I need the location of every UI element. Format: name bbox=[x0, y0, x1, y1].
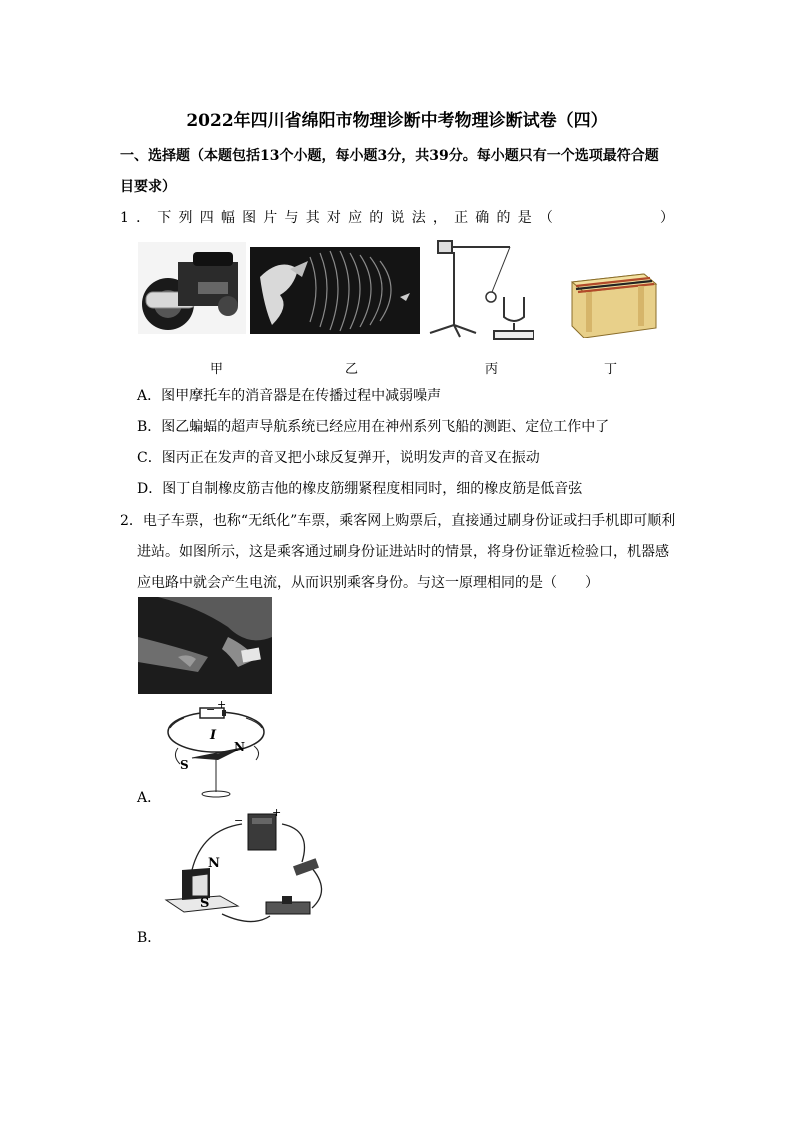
caption-ding: 丁 bbox=[604, 362, 618, 377]
q2-stem-line1: 2．电子车票，也称“无纸化”车票，乘客网上购票后，直接通过刷身份证或扫手机即可顺利 bbox=[120, 513, 676, 529]
section-heading-line2: 目要求） bbox=[120, 179, 176, 195]
caption-bing: 丙 bbox=[485, 362, 499, 377]
q1-paren-close: ） bbox=[660, 210, 674, 226]
caption-jia: 甲 bbox=[210, 362, 224, 377]
north-pole-label: N bbox=[234, 740, 245, 754]
north-pole-label: N bbox=[208, 856, 220, 871]
q1-option-c: C．图丙正在发声的音叉把小球反复弹开，说明发声的音叉在振动 bbox=[137, 450, 540, 466]
battery-plus: + bbox=[272, 806, 282, 819]
q1-option-b: B．图乙蝙蝠的超声导航系统已经应用在神州系列飞船的测距、定位工作中了 bbox=[137, 419, 610, 435]
section-heading-line1: 一、选择题（本题包括13个小题，每小题3分，共39分。每小题只有一个选项最符合题 bbox=[120, 148, 659, 164]
q1-stem: 1．下列四幅图片与其对应的说法，正确的是（ bbox=[120, 210, 561, 226]
battery-minus: − bbox=[234, 814, 244, 827]
caption-yi: 乙 bbox=[345, 362, 359, 377]
page-title: 2022年四川省绵阳市物理诊断中考物理诊断试卷（四） bbox=[186, 111, 608, 131]
q2-option-b-label: B． bbox=[137, 930, 162, 946]
q2-option-a-label: A． bbox=[137, 790, 162, 806]
q1-option-a: A．图甲摩托车的消音器是在传播过程中减弱噪声 bbox=[137, 388, 442, 404]
current-label: I bbox=[210, 728, 217, 743]
south-pole-label: S bbox=[200, 896, 210, 911]
option-a-diagram bbox=[162, 698, 278, 800]
tuning-fork-diagram bbox=[424, 237, 534, 345]
battery-plus: + bbox=[217, 698, 227, 711]
south-pole-label: S bbox=[180, 758, 189, 772]
rubber-band-guitar-diagram bbox=[564, 262, 660, 338]
battery-minus: − bbox=[206, 703, 216, 716]
q1-option-d: D．图丁自制橡皮筋吉他的橡皮筋绷紧程度相同时，细的橡皮筋是低音弦 bbox=[137, 481, 583, 497]
option-b-diagram bbox=[162, 806, 340, 934]
id-card-scan-photo bbox=[138, 597, 272, 694]
bat-ultrasound-photo bbox=[250, 247, 420, 334]
q2-stem-line2: 进站。如图所示，这是乘客通过刷身份证进站时的情景，将身份证靠近检验口，机器感 bbox=[137, 544, 669, 560]
q2-stem-line3: 应电路中就会产生电流，从而识别乘客身份。与这一原理相同的是（ ） bbox=[137, 575, 599, 591]
motorcycle-photo bbox=[138, 242, 246, 334]
